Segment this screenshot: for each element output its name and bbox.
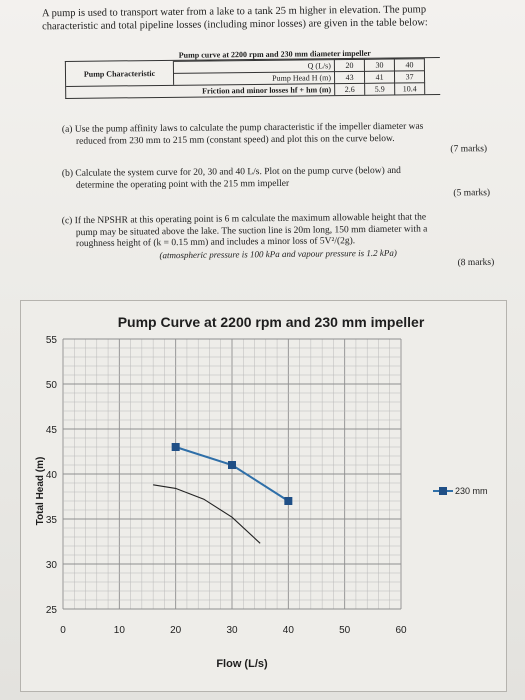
question-b bbox=[62, 165, 490, 203]
question-c-line-4: (atmospheric pressure is 100 kPa and vapour pressure is 1.2 kPa) bbox=[159, 247, 397, 260]
q-label: Q (L/s) bbox=[174, 59, 335, 73]
question-a bbox=[62, 121, 487, 159]
h-cell: 41 bbox=[365, 71, 395, 83]
problem-intro bbox=[42, 3, 482, 34]
legend-label: 230 mm bbox=[455, 486, 488, 496]
y-tick-label: 35 bbox=[45, 515, 57, 526]
question-c-line-1: (c) If the NPSHR at this operating point is 6 m calculate the maximum allowable height that the bbox=[61, 212, 427, 227]
pump-curve-chart-frame bbox=[20, 300, 507, 692]
hand-drawn-curve bbox=[153, 485, 260, 544]
x-tick-label: 10 bbox=[113, 625, 125, 636]
q-cell: 30 bbox=[365, 59, 395, 71]
question-a-line-2: reduced from 230 mm to 215 mm (constant speed) and plot this on the curve below. bbox=[75, 133, 395, 147]
table-grid bbox=[65, 57, 440, 99]
x-axis-label: Flow (L/s) bbox=[216, 658, 268, 670]
y-tick-labels bbox=[46, 335, 58, 616]
y-tick-label: 45 bbox=[45, 425, 57, 436]
intro-line-1: A pump is used to transport water from a lake to a tank 25 m higher in elevation. The pump bbox=[41, 4, 427, 20]
intro-line-2: characteristic and total pipeline losses (including minor losses) are given in the table below: bbox=[42, 17, 428, 33]
pump-table bbox=[65, 48, 440, 99]
x-tick-label: 0 bbox=[60, 625, 66, 636]
chart-title: Pump Curve at 2200 rpm and 230 mm impeller bbox=[117, 314, 425, 330]
y-tick-label: 40 bbox=[45, 470, 57, 481]
question-c-line-2: pump may be situated above the lake. The suction line is 20m long, 150 mm diameter with a bbox=[75, 223, 428, 238]
friction-cell: 5.9 bbox=[365, 83, 395, 95]
x-tick-label: 30 bbox=[226, 625, 238, 636]
x-tick-label: 60 bbox=[395, 625, 407, 636]
question-b-line-2: determine the operating point with the 215 mm impeller bbox=[75, 178, 290, 191]
question-b-marks: (5 marks) bbox=[453, 188, 491, 199]
q-cell: 20 bbox=[335, 59, 365, 71]
y-tick-label: 55 bbox=[45, 335, 57, 346]
question-a-marks: (7 marks) bbox=[450, 144, 488, 155]
legend-marker bbox=[439, 487, 447, 495]
pump-curve-chart bbox=[21, 301, 506, 691]
chart-grid bbox=[63, 339, 401, 609]
h-cell: 37 bbox=[395, 70, 425, 82]
question-a-line-1: (a) Use the pump affinity laws to calculate the pump characteristic if the impeller diameter was bbox=[61, 121, 424, 135]
table-title: Pump curve at 2200 rpm and 230 mm diameter impeller bbox=[178, 48, 371, 60]
h-cell: 43 bbox=[335, 71, 365, 83]
data-point-230mm bbox=[172, 443, 180, 451]
question-c bbox=[62, 212, 495, 274]
data-point-230mm bbox=[284, 497, 292, 505]
q-cell: 40 bbox=[395, 58, 425, 70]
y-tick-label: 25 bbox=[45, 605, 57, 616]
question-c-marks: (8 marks) bbox=[457, 257, 495, 269]
h-label: Pump Head H (m) bbox=[174, 71, 335, 85]
friction-cell: 10.4 bbox=[395, 82, 425, 94]
x-tick-label: 40 bbox=[282, 625, 294, 636]
question-c-line-3: roughness height of (k = 0.15 mm) and includes a minor loss of 5V²/(2g). bbox=[75, 236, 356, 250]
friction-cell: 2.6 bbox=[335, 83, 365, 95]
y-axis-label: Total Head (m) bbox=[35, 456, 46, 526]
friction-label: Friction and minor losses hf + hm (m) bbox=[66, 83, 335, 98]
x-tick-label: 20 bbox=[170, 625, 182, 636]
x-tick-label: 50 bbox=[339, 625, 351, 636]
legend bbox=[433, 486, 488, 496]
row-label: Pump Characteristic bbox=[66, 61, 174, 86]
x-tick-labels bbox=[60, 625, 407, 636]
question-b-line-1: (b) Calculate the system curve for 20, 30 and 40 L/s. Plot on the pump curve (below) and bbox=[61, 165, 401, 179]
data-point-230mm bbox=[228, 461, 236, 469]
y-tick-label: 30 bbox=[45, 560, 57, 571]
y-tick-label: 50 bbox=[45, 380, 57, 391]
